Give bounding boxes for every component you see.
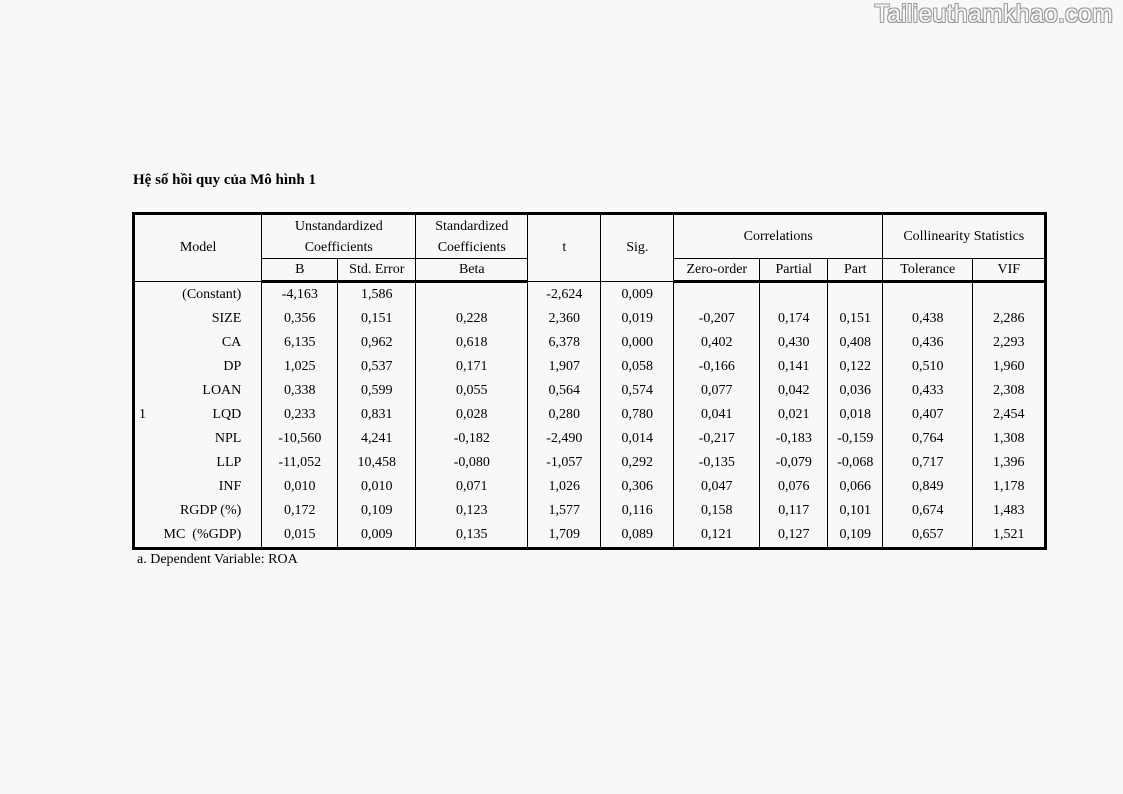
cell-sig: 0,306: [601, 475, 674, 499]
cell-t: 0,564: [528, 379, 601, 403]
header-vif: VIF: [973, 259, 1046, 282]
cell-partial: 0,117: [760, 499, 828, 523]
table-row: [134, 403, 1046, 427]
cell-zero: -0,166: [674, 355, 760, 379]
watermark: Tailieuthamkhao.com: [874, 0, 1113, 28]
cell-t: 1,026: [528, 475, 601, 499]
cell-part: 0,066: [828, 475, 883, 499]
cell-beta: 0,171: [416, 355, 528, 379]
cell-zero: 0,402: [674, 331, 760, 355]
cell-t: -1,057: [528, 451, 601, 475]
header-t: t: [528, 214, 601, 282]
variable-name-cell: MC (%GDP): [163, 527, 242, 542]
header-part: Part: [828, 259, 883, 282]
header-correlations: Correlations: [674, 214, 883, 259]
model-number-cell: [134, 355, 164, 379]
cell-zero: 0,121: [674, 523, 760, 549]
cell-part: 0,036: [828, 379, 883, 403]
cell-partial: 0,141: [760, 355, 828, 379]
cell-se: 0,151: [338, 307, 416, 331]
cell-vif: 2,454: [973, 403, 1046, 427]
cell-partial: 0,042: [760, 379, 828, 403]
model-number-cell: [134, 451, 164, 475]
table-row: [134, 307, 1046, 331]
header-collinearity: Collinearity Statistics: [883, 214, 1046, 259]
cell-b: 0,015: [262, 523, 338, 549]
cell-sig: 0,116: [601, 499, 674, 523]
cell-b: 0,010: [262, 475, 338, 499]
cell-se: 0,537: [338, 355, 416, 379]
variable-name-cell: LQD: [212, 407, 242, 422]
header-model: Model: [134, 214, 262, 282]
cell-t: 0,280: [528, 403, 601, 427]
cell-beta: 0,028: [416, 403, 528, 427]
cell-se: 0,831: [338, 403, 416, 427]
cell-se: 4,241: [338, 427, 416, 451]
cell-b: -11,052: [262, 451, 338, 475]
table-row: [134, 427, 1046, 451]
cell-partial: 0,174: [760, 307, 828, 331]
cell-tol: [883, 282, 973, 308]
cell-tol: 0,433: [883, 379, 973, 403]
variable-name-cell: DP: [223, 359, 242, 374]
cell-sig: 0,014: [601, 427, 674, 451]
cell-part: 0,151: [828, 307, 883, 331]
footnote: a. Dependent Variable: ROA: [137, 552, 298, 567]
cell-partial: 0,021: [760, 403, 828, 427]
cell-tol: 0,657: [883, 523, 973, 549]
table-row: [134, 355, 1046, 379]
cell-sig: 0,574: [601, 379, 674, 403]
cell-tol: 0,717: [883, 451, 973, 475]
cell-zero: -0,207: [674, 307, 760, 331]
cell-se: 0,109: [338, 499, 416, 523]
cell-tol: 0,510: [883, 355, 973, 379]
cell-vif: [973, 282, 1046, 308]
cell-b: 0,338: [262, 379, 338, 403]
cell-tol: 0,764: [883, 427, 973, 451]
cell-tol: 0,849: [883, 475, 973, 499]
cell-part: -0,068: [828, 451, 883, 475]
model-number-cell: [134, 331, 164, 355]
cell-partial: -0,079: [760, 451, 828, 475]
cell-beta: 0,123: [416, 499, 528, 523]
cell-vif: 2,293: [973, 331, 1046, 355]
cell-partial: 0,127: [760, 523, 828, 549]
cell-se: 0,962: [338, 331, 416, 355]
cell-partial: [760, 282, 828, 308]
variable-name-cell: LLP: [216, 455, 242, 470]
cell-beta: [416, 282, 528, 308]
cell-beta: 0,135: [416, 523, 528, 549]
cell-sig: 0,019: [601, 307, 674, 331]
cell-t: 1,577: [528, 499, 601, 523]
cell-zero: 0,047: [674, 475, 760, 499]
cell-t: -2,490: [528, 427, 601, 451]
variable-name-cell: NPL: [214, 431, 242, 446]
cell-beta: 0,071: [416, 475, 528, 499]
table-row: [134, 523, 1046, 549]
table-row: [134, 475, 1046, 499]
cell-partial: -0,183: [760, 427, 828, 451]
cell-part: 0,109: [828, 523, 883, 549]
header-sig: Sig.: [601, 214, 674, 282]
header-std-error: Std. Error: [338, 259, 416, 282]
variable-name-cell: SIZE: [211, 311, 242, 326]
header-unstandardized: Unstandardized Coefficients: [262, 214, 416, 259]
variable-name-cell: CA: [221, 335, 242, 350]
model-number-cell: [134, 427, 164, 451]
cell-se: 10,458: [338, 451, 416, 475]
variable-name-cell: INF: [218, 479, 242, 494]
cell-vif: 1,308: [973, 427, 1046, 451]
table-row: [134, 451, 1046, 475]
cell-zero: 0,158: [674, 499, 760, 523]
cell-sig: 0,780: [601, 403, 674, 427]
cell-vif: 2,286: [973, 307, 1046, 331]
cell-zero: 0,041: [674, 403, 760, 427]
table-title: Hệ số hồi quy của Mô hình 1: [133, 172, 316, 188]
cell-part: 0,101: [828, 499, 883, 523]
cell-vif: 1,178: [973, 475, 1046, 499]
cell-zero: 0,077: [674, 379, 760, 403]
cell-t: 2,360: [528, 307, 601, 331]
header-tolerance: Tolerance: [883, 259, 973, 282]
cell-t: -2,624: [528, 282, 601, 308]
cell-part: 0,018: [828, 403, 883, 427]
cell-se: 1,586: [338, 282, 416, 308]
variable-name-cell: (Constant): [182, 286, 242, 302]
variable-name-cell: LOAN: [202, 383, 242, 398]
cell-sig: 0,292: [601, 451, 674, 475]
cell-b: 6,135: [262, 331, 338, 355]
cell-sig: 0,000: [601, 331, 674, 355]
model-number-cell: [134, 379, 164, 403]
cell-b: 0,233: [262, 403, 338, 427]
cell-partial: 0,076: [760, 475, 828, 499]
cell-beta: 0,618: [416, 331, 528, 355]
cell-b: 1,025: [262, 355, 338, 379]
cell-partial: 0,430: [760, 331, 828, 355]
cell-vif: 1,483: [973, 499, 1046, 523]
cell-part: -0,159: [828, 427, 883, 451]
cell-beta: 0,055: [416, 379, 528, 403]
cell-tol: 0,407: [883, 403, 973, 427]
table-row: [134, 499, 1046, 523]
model-number-cell: [134, 499, 164, 523]
cell-sig: 0,058: [601, 355, 674, 379]
cell-b: -10,560: [262, 427, 338, 451]
cell-vif: 1,960: [973, 355, 1046, 379]
cell-vif: 1,521: [973, 523, 1046, 549]
model-number-cell: [134, 307, 164, 331]
header-zero-order: Zero-order: [674, 259, 760, 282]
cell-vif: 1,396: [973, 451, 1046, 475]
cell-t: 1,907: [528, 355, 601, 379]
cell-t: 1,709: [528, 523, 601, 549]
cell-t: 6,378: [528, 331, 601, 355]
cell-tol: 0,438: [883, 307, 973, 331]
cell-sig: 0,009: [601, 282, 674, 308]
cell-part: [828, 282, 883, 308]
cell-se: 0,009: [338, 523, 416, 549]
cell-zero: [674, 282, 760, 308]
cell-sig: 0,089: [601, 523, 674, 549]
model-number-cell: [134, 282, 164, 308]
cell-part: 0,408: [828, 331, 883, 355]
header-partial: Partial: [760, 259, 828, 282]
cell-se: 0,599: [338, 379, 416, 403]
cell-tol: 0,436: [883, 331, 973, 355]
cell-b: 0,356: [262, 307, 338, 331]
table-row: [134, 379, 1046, 403]
header-beta: Beta: [416, 259, 528, 282]
cell-beta: -0,182: [416, 427, 528, 451]
model-number-cell: [134, 475, 164, 499]
cell-beta: 0,228: [416, 307, 528, 331]
cell-zero: -0,135: [674, 451, 760, 475]
cell-beta: -0,080: [416, 451, 528, 475]
cell-tol: 0,674: [883, 499, 973, 523]
variable-name-cell: RGDP (%): [179, 503, 242, 518]
table-row: [134, 331, 1046, 355]
table-row: [134, 282, 1046, 308]
model-number-cell: [134, 523, 164, 549]
header-standardized: Standardized Coefficients: [416, 214, 528, 259]
header-b: B: [262, 259, 338, 282]
cell-zero: -0,217: [674, 427, 760, 451]
cell-b: 0,172: [262, 499, 338, 523]
model-number-cell: 1: [139, 407, 146, 422]
cell-part: 0,122: [828, 355, 883, 379]
cell-b: -4,163: [262, 282, 338, 308]
cell-vif: 2,308: [973, 379, 1046, 403]
coefficients-table: [132, 212, 1047, 550]
cell-se: 0,010: [338, 475, 416, 499]
